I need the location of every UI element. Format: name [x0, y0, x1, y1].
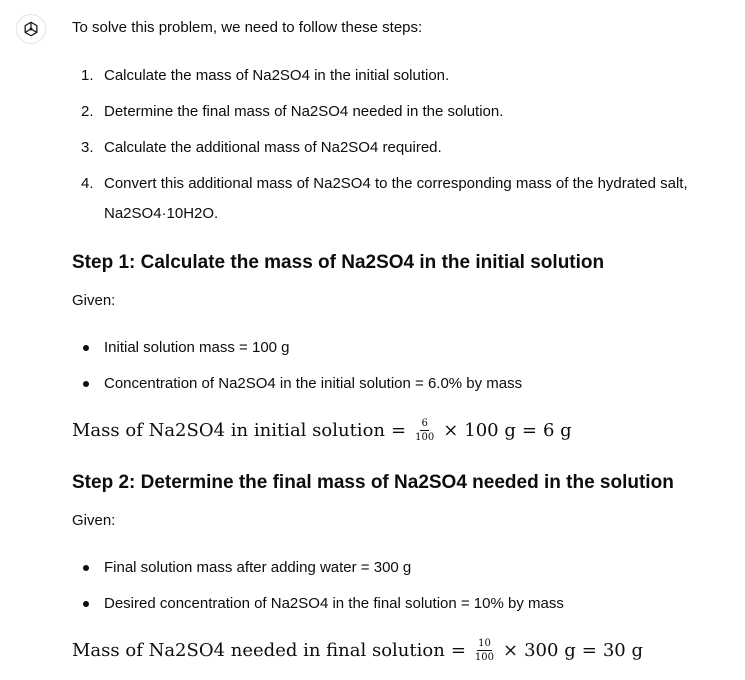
- equals-sign: =: [521, 420, 537, 441]
- equals-sign: =: [581, 640, 597, 661]
- step-text-continued: Na2SO4·10H2O.: [104, 205, 219, 222]
- fraction-denominator: 100: [474, 652, 495, 663]
- list-item: [72, 338, 290, 358]
- openai-logo-icon: [22, 20, 40, 38]
- times-sign: ×: [443, 420, 459, 441]
- equation-factor: 300 g: [524, 640, 576, 661]
- list-item: [72, 97, 732, 127]
- step-text: Determine the final mass of Na2SO4 needed in the solution.: [104, 103, 504, 120]
- given-label: Given:: [72, 512, 116, 529]
- equation-lhs: Mass of Na2SO4 needed in final solution: [72, 640, 445, 661]
- bullet-text: Desired concentration of Na2SO4 in the final solution = 10% by mass: [104, 595, 564, 612]
- section-heading-step2: Step 2: Determine the final mass of Na2SO4 needed in the solution: [72, 472, 674, 493]
- step-number: 3.: [81, 139, 94, 156]
- list-item: [72, 558, 411, 578]
- step-number: 4.: [81, 175, 94, 192]
- equation-step2: [72, 638, 643, 663]
- section-heading-step1: Step 1: Calculate the mass of Na2SO4 in the initial solution: [72, 252, 605, 273]
- equals-sign: =: [450, 640, 466, 661]
- bullet-dot-icon: [83, 601, 89, 607]
- fraction-denominator: 100: [415, 432, 435, 443]
- step-number: 2.: [81, 103, 94, 120]
- step-text: Calculate the additional mass of Na2SO4 required.: [104, 139, 442, 156]
- step-text: Convert this additional mass of Na2SO4 to the corresponding mass of the hydrated salt,: [104, 175, 688, 192]
- fraction-numerator: 6: [421, 418, 428, 429]
- fraction: [415, 418, 434, 443]
- equation-result: 30 g: [602, 640, 643, 661]
- bullet-text: Final solution mass after adding water = 300 g: [104, 559, 412, 576]
- list-item: [72, 133, 732, 163]
- intro-text: To solve this problem, we need to follow these steps:: [72, 19, 423, 36]
- bullet-dot-icon: [83, 345, 89, 351]
- bullet-dot-icon: [83, 565, 89, 571]
- list-item: [72, 374, 522, 394]
- list-item: [72, 169, 732, 229]
- step-text: Calculate the mass of Na2SO4 in the initial solution.: [104, 67, 450, 84]
- bullet-dot-icon: [83, 381, 89, 387]
- fraction-numerator: 10: [478, 638, 491, 649]
- equals-sign: =: [391, 420, 407, 441]
- times-sign: ×: [503, 640, 519, 661]
- bullet-text: Concentration of Na2SO4 in the initial solution = 6.0% by mass: [104, 375, 523, 392]
- assistant-avatar: [16, 14, 46, 44]
- equation-step1: [72, 418, 572, 443]
- given-label: Given:: [72, 292, 116, 309]
- list-item: [72, 594, 564, 614]
- fraction: [475, 638, 494, 663]
- bullet-text: Initial solution mass = 100 g: [104, 339, 290, 356]
- step-number: 1.: [81, 67, 94, 84]
- equation-factor: 100 g: [464, 420, 516, 441]
- equation-result: 6 g: [542, 420, 572, 441]
- equation-lhs: Mass of Na2SO4 in initial solution: [72, 420, 385, 441]
- list-item: [72, 61, 732, 91]
